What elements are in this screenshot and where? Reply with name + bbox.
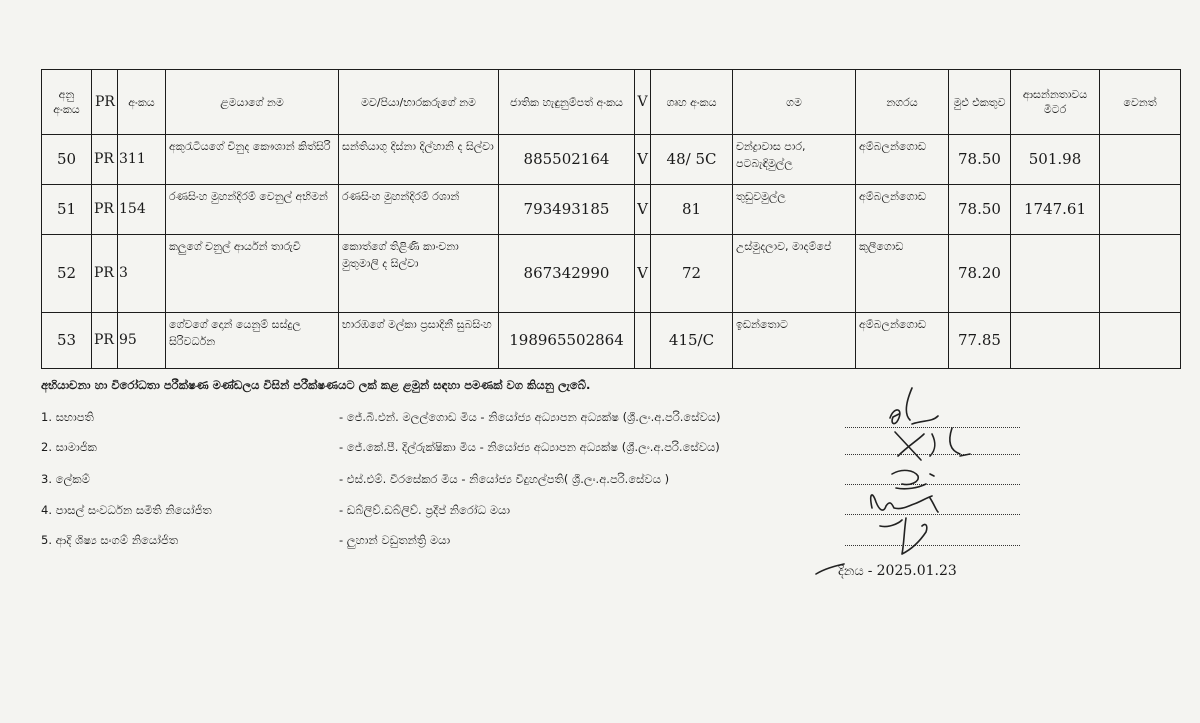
cell-village: ඉඩන්තොට [733, 313, 856, 369]
cell-town: අම්බලන්ගොඩ [856, 135, 949, 185]
table-row [42, 135, 1181, 185]
header-child-name: ළමයාගේ නම [166, 70, 339, 135]
header-town: නගරය [856, 70, 949, 135]
signature-line [845, 454, 1020, 455]
cell-town: කුලීගොඩ [856, 235, 949, 313]
cell-pr: PR [92, 135, 118, 185]
cell-parent-name: භාරඹගේ මල්කා ප්‍රසාදිනී සුබසිංහ [339, 313, 499, 369]
header-distance: ආසන්නතාවය මීටර [1011, 70, 1100, 135]
cell-village: චන්ද්‍රාවාස පාර, පටබැඳිමුල්ල [733, 135, 856, 185]
header-serial-no: අනු අංකය [42, 70, 92, 135]
date-label: දිනය - [838, 564, 873, 579]
cell-child-name: අකුරැටියගේ චිනුද කෞශාන් කිත්සිරි [166, 135, 339, 185]
cell-child-name: කලුගේ චනුල් ආර්යන් තාරුවි [166, 235, 339, 313]
cell-child-name: ගේවගේ දොන් යෙනුම් සස්දුල සිරිවර්ධන [166, 313, 339, 369]
cell-other [1100, 135, 1181, 185]
header-house-no: ගෘහ අංකය [651, 70, 733, 135]
header-other: වෙනත් [1100, 70, 1181, 135]
member-role: 4. පාසල් සංවර්ධන සමිති නියෝජිත [41, 503, 212, 517]
cell-town: අම්බලන්ගොඩ [856, 313, 949, 369]
member-name: - ජේ.බී.එන්. මලල්ගොඩ මිය - නියෝජ්‍ය අධ්‍යාපන අධ්‍යක්ෂ (ශ්‍රී.ලං.අ.පරි.සේවය) [339, 410, 721, 424]
cell-pr: PR [92, 235, 118, 313]
cell-total: 77.85 [949, 313, 1011, 369]
cell-serial-no: 51 [42, 185, 92, 235]
cell-number: 95 [118, 313, 166, 369]
cell-number: 3 [118, 235, 166, 313]
cell-total: 78.50 [949, 135, 1011, 185]
member-name: - ලුහාන් වඩුතන්ත්‍රි මයා [339, 533, 451, 547]
table-row [42, 185, 1181, 235]
signature-line [845, 484, 1020, 485]
cell-town: අම්බලන්ගොඩ [856, 185, 949, 235]
cell-v: V [635, 235, 651, 313]
date-value: 2025.01.23 [876, 563, 957, 579]
header-parent-name: මව/පියා/භාරකරුගේ නම [339, 70, 499, 135]
member-role: 2. සාමාජික [41, 440, 97, 454]
board-statement: අභියාචනා හා විරෝධතා පරීක්ෂණ මණ්ඩලය විසින් පරීක්ෂණයට ලක් කළ ළමුන් සඳහා පමණක් වග කියනු ලැබේ. [41, 378, 591, 392]
cell-v: V [635, 135, 651, 185]
header-number: අංකය [118, 70, 166, 135]
member-role: 5. ආදි ශිෂ්‍ය සංගම් නියෝජිත [41, 533, 179, 547]
member-name: - ඩබ්ලිව්.ඩබ්ලිව්. ප්‍රදීප් නිරෝධ මයා [339, 503, 511, 517]
cell-number: 154 [118, 185, 166, 235]
cell-other [1100, 185, 1181, 235]
member-role: 3. ලේකම් [41, 472, 90, 486]
cell-village: උස්මුදලාව, මාදම්පේ [733, 235, 856, 313]
cell-child-name: රණසිංහ මුහන්දිරම් වෙනුල් අභිමන් [166, 185, 339, 235]
cell-serial-no: 53 [42, 313, 92, 369]
signature-line [845, 514, 1020, 515]
table-header-row [42, 70, 1181, 135]
cell-v: V [635, 185, 651, 235]
member-role: 1. සභාපති [41, 410, 94, 424]
table-row [42, 235, 1181, 313]
header-total: මුළු එකතුව [949, 70, 1011, 135]
signature-3 [892, 470, 934, 488]
signature-line [845, 545, 1020, 546]
header-nic: ජාතික හැඳුනුම්පත් අංකය [499, 70, 635, 135]
cell-house-no: 415/C [651, 313, 733, 369]
cell-nic: 198965502864 [499, 313, 635, 369]
member-name: - ජේ.කේ.පී. දිල්රුක්ෂිකා මිය - නියෝජ්‍ය අධ්‍යාපන අධ්‍යක්ෂ (ශ්‍රී.ලං.අ.පරි.සේවය) [339, 440, 720, 454]
cell-house-no: 81 [651, 185, 733, 235]
date-line [838, 563, 957, 579]
cell-parent-name: කොත්ගේ තිළිණි කාංචනා මුතුමාලි ද සිල්වා [339, 235, 499, 313]
cell-pr: PR [92, 185, 118, 235]
cell-number: 311 [118, 135, 166, 185]
cell-total: 78.50 [949, 185, 1011, 235]
header-pr: PR [92, 70, 118, 135]
cell-nic: 885502164 [499, 135, 635, 185]
table-row [42, 313, 1181, 369]
cell-distance [1011, 313, 1100, 369]
header-village: ගම [733, 70, 856, 135]
cell-nic: 867342990 [499, 235, 635, 313]
cell-parent-name: රණසිංහ මුහන්දිරම් රශාන් [339, 185, 499, 235]
cell-distance: 501.98 [1011, 135, 1100, 185]
member-name: - එස්.එම්. වීරසේකර මිය - නියෝජ්‍ය විදුහල්පති( ශ්‍රී.ලං.අ.පරි.සේවය ) [339, 472, 670, 486]
cell-serial-no: 50 [42, 135, 92, 185]
cell-other [1100, 313, 1181, 369]
cell-house-no: 48/ 5C [651, 135, 733, 185]
cell-distance: 1747.61 [1011, 185, 1100, 235]
signature-4 [871, 495, 938, 512]
results-table [41, 69, 1181, 369]
header-v: V [635, 70, 651, 135]
signature-2 [895, 428, 970, 460]
cell-parent-name: සන්තියාගු දිස්නා දිල්හානි ද සිල්වා [339, 135, 499, 185]
cell-house-no: 72 [651, 235, 733, 313]
cell-v [635, 313, 651, 369]
signature-1 [890, 388, 938, 424]
cell-total: 78.20 [949, 235, 1011, 313]
signature-line [845, 427, 1020, 428]
cell-village: තුඩුවමුල්ල [733, 185, 856, 235]
cell-other [1100, 235, 1181, 313]
cell-distance [1011, 235, 1100, 313]
cell-pr: PR [92, 313, 118, 369]
cell-nic: 793493185 [499, 185, 635, 235]
cell-serial-no: 52 [42, 235, 92, 313]
